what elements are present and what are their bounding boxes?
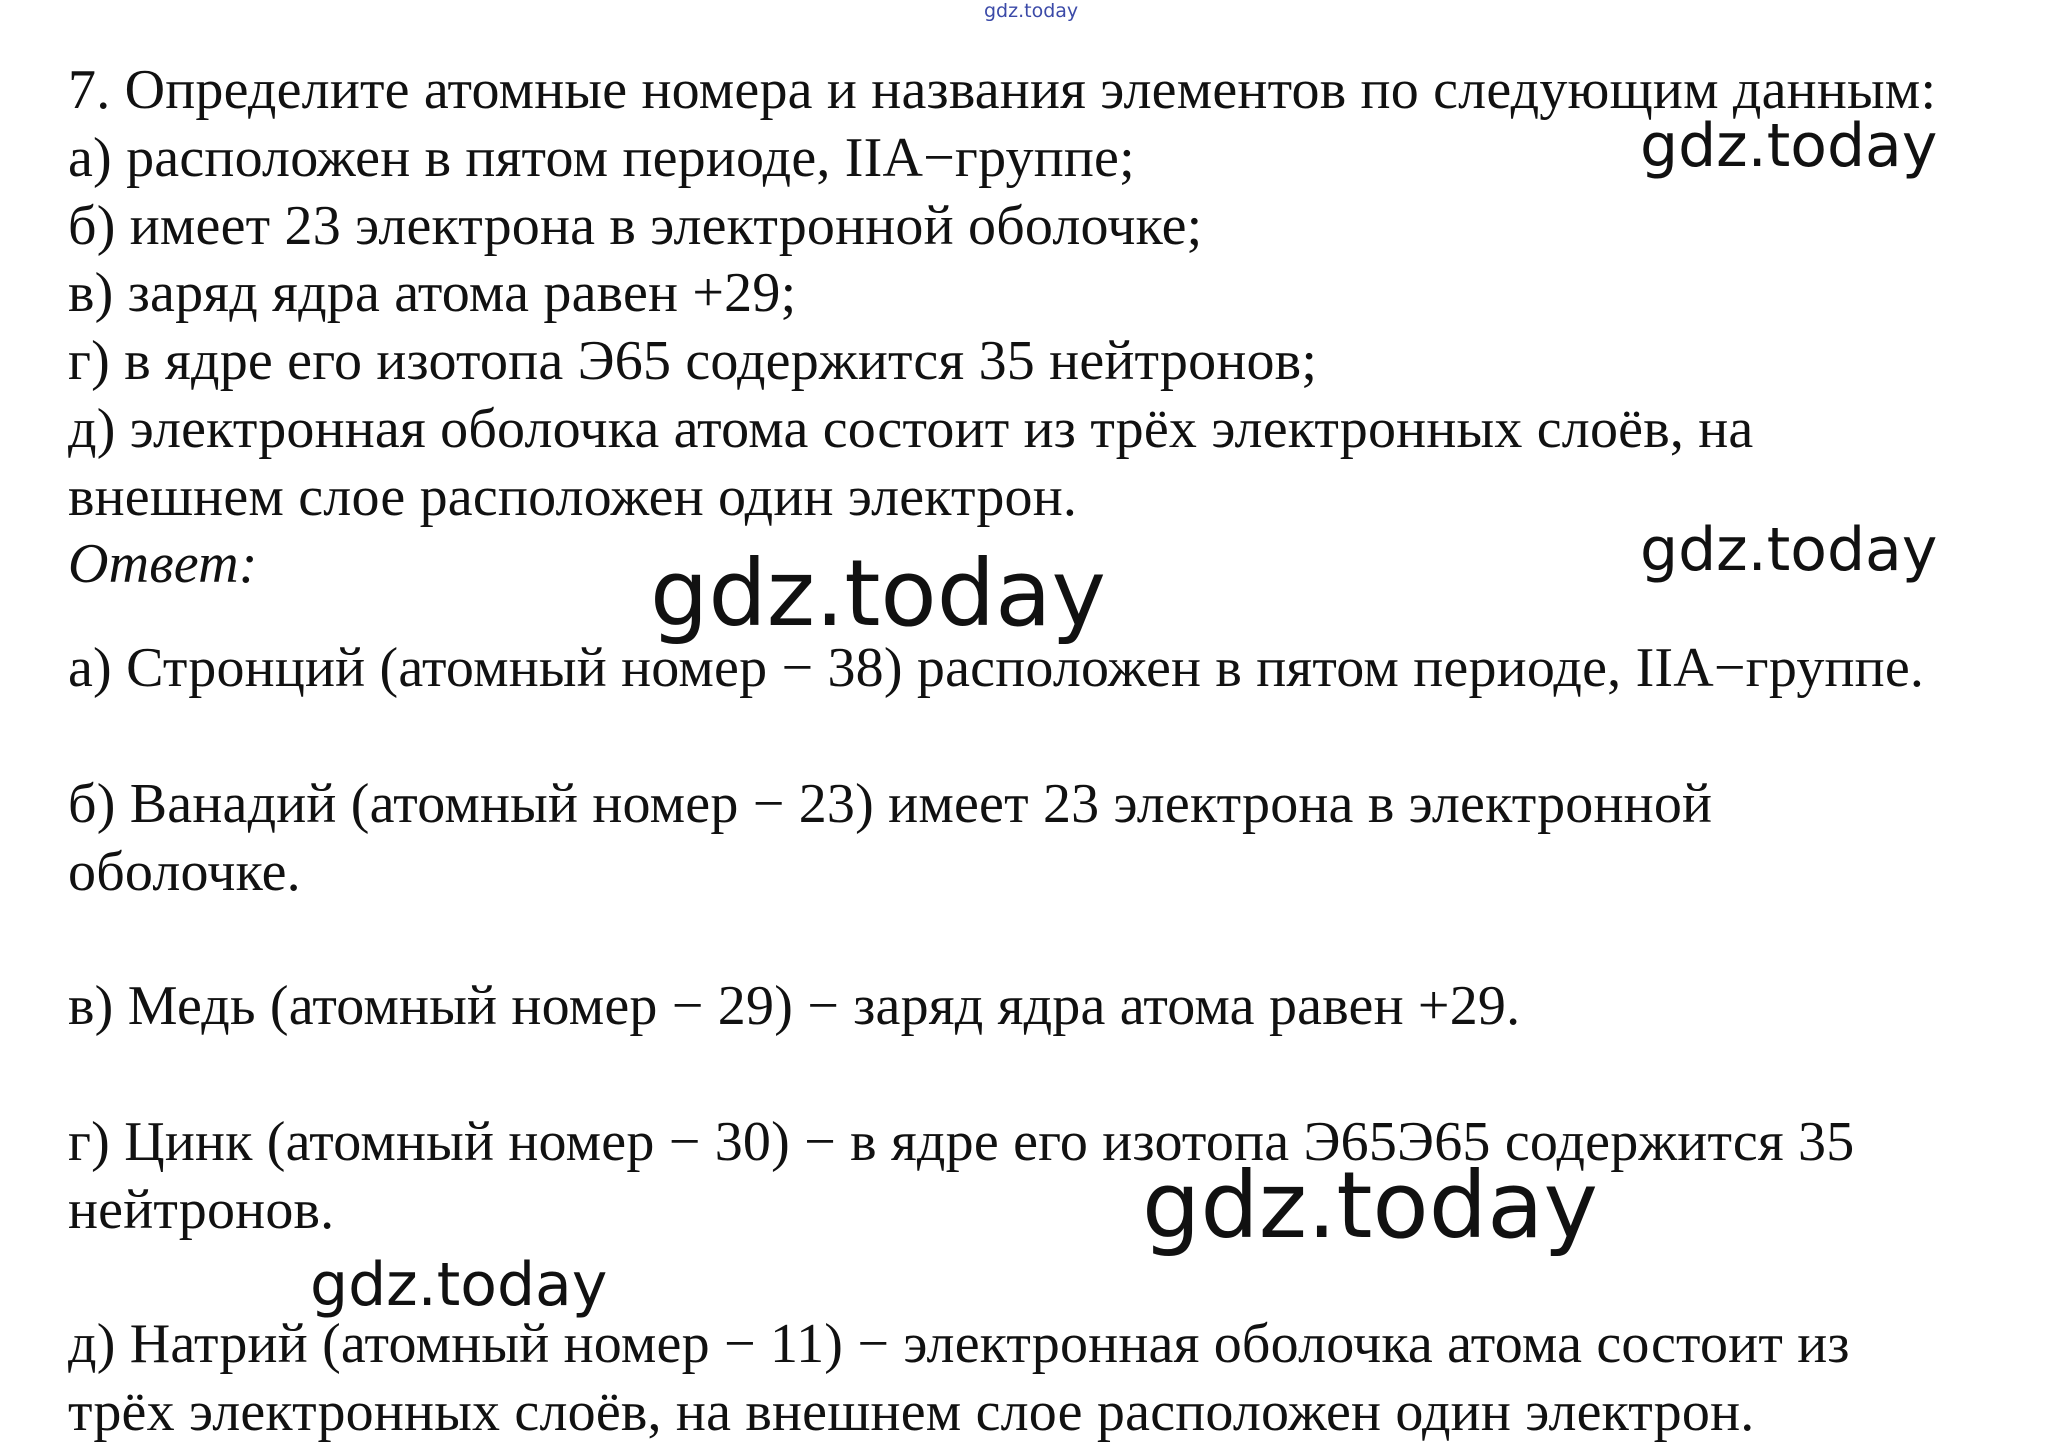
task-item-a: а) расположен в пятом периоде, IIA−группе;: [68, 127, 1135, 189]
answer-line-g: г) Цинк (атомный номер − 30) − в ядре его изотопа Э65Э65 содержится 35: [68, 1111, 1855, 1173]
answer-line-d: д) Натрий (атомный номер − 11) − электронная оболочка атома состоит из: [68, 1313, 1850, 1375]
watermark-mid-1: gdz.today: [1640, 111, 1938, 181]
task-item-b: б) имеет 23 электрона в электронной оболочке;: [68, 195, 1203, 257]
task-item-d: д) электронная оболочка атома состоит из трёх электронных слоёв, на: [68, 398, 1754, 460]
task-item-d-cont: внешнем слое расположен один электрон.: [68, 466, 1078, 528]
answer-line-b: б) Ванадий (атомный номер − 23) имеет 23 электрона в электронной: [68, 773, 1713, 835]
answer-line-a: а) Стронций (атомный номер − 38) расположен в пятом периоде, IIA−группе.: [68, 637, 1925, 699]
watermark-top: gdz.today: [984, 0, 1079, 22]
answer-line-b-cont: оболочке.: [68, 841, 301, 903]
watermark-large-1: gdz.today: [650, 540, 1106, 647]
watermark-large-2: gdz.today: [1142, 1152, 1598, 1259]
task-item-v: в) заряд ядра атома равен +29;: [68, 262, 797, 324]
answer-line-d-cont: трёх электронных слоёв, на внешнем слое расположен один электрон.: [68, 1381, 1755, 1443]
answer-line-v: в) Медь (атомный номер − 29) − заряд ядра атома равен +29.: [68, 975, 1521, 1037]
task-title: 7. Определите атомные номера и названия элементов по следующим данным:: [68, 59, 1937, 121]
answer-line-g-cont: нейтронов.: [68, 1179, 335, 1241]
task-item-g: г) в ядре его изотопа Э65 содержится 35 нейтронов;: [68, 330, 1318, 392]
watermark-small-1: gdz.today: [310, 1250, 608, 1320]
watermark-mid-2: gdz.today: [1640, 515, 1938, 585]
answer-label: Ответ:: [68, 533, 258, 595]
